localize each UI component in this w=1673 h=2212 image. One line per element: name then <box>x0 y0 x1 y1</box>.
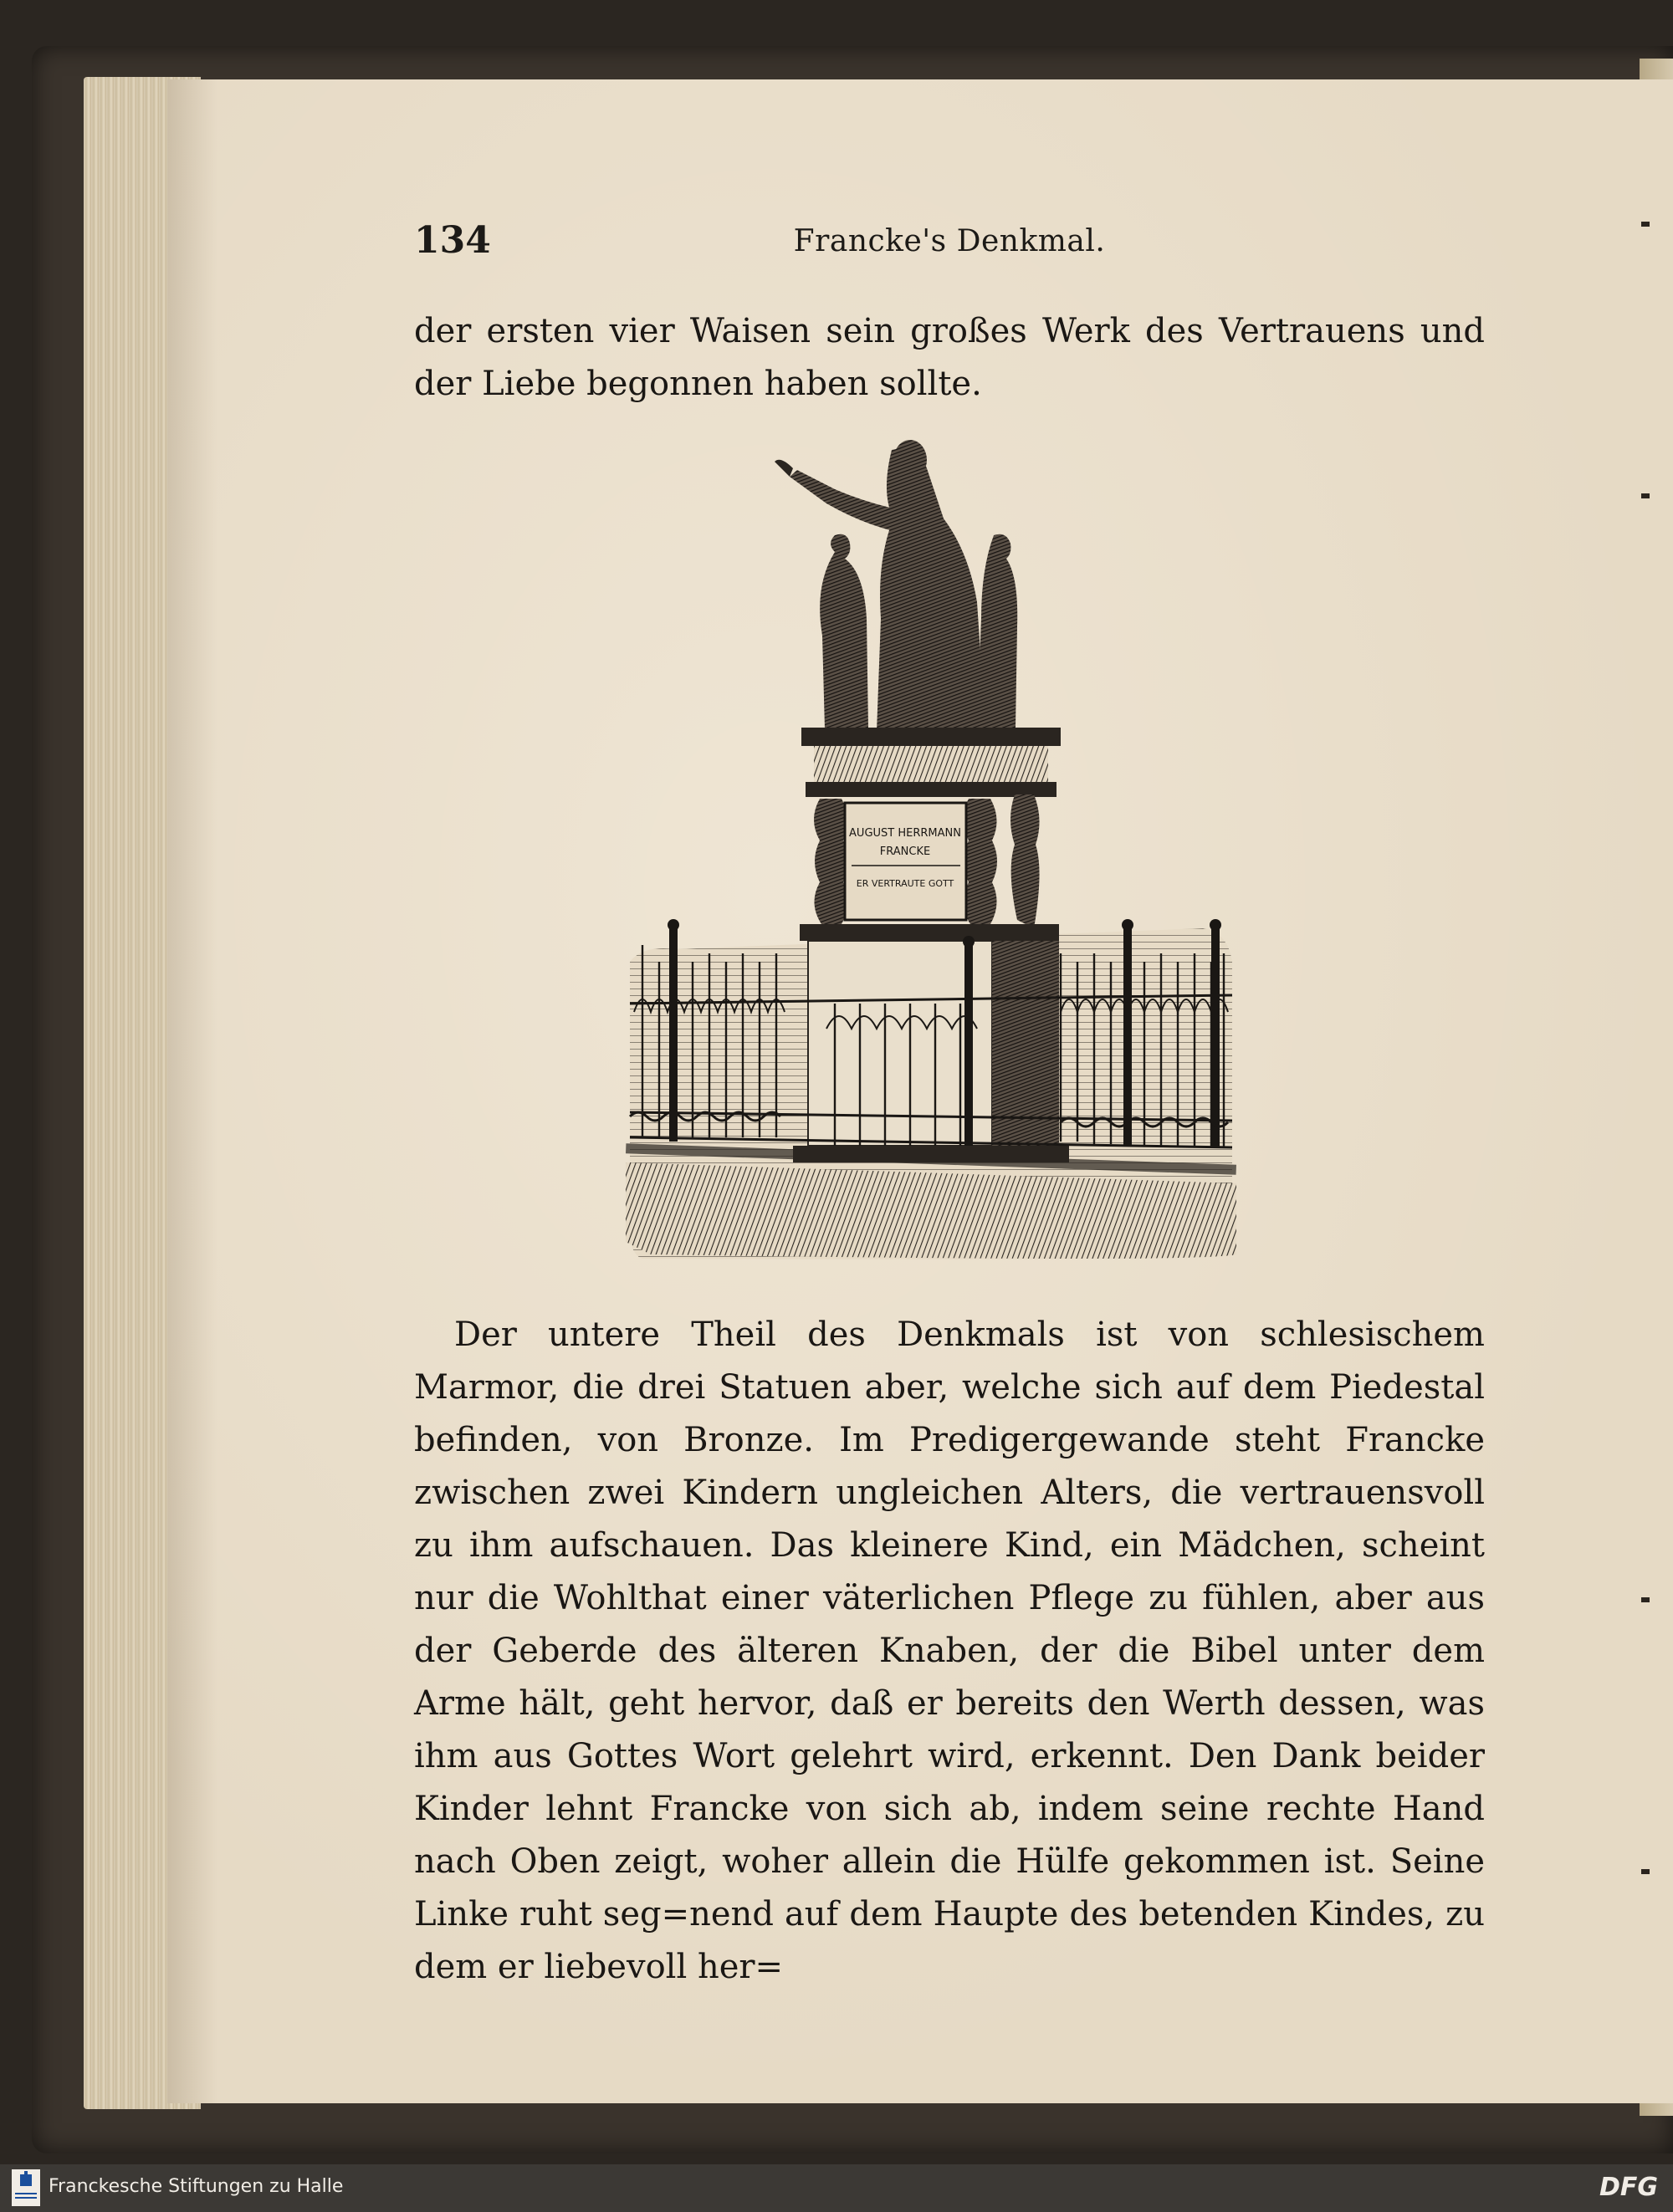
running-title: Francke's Denkmal. <box>793 224 1106 258</box>
pedestal-cap <box>801 728 1061 746</box>
inscription-panel <box>845 803 966 920</box>
edge-mark <box>1641 1869 1650 1874</box>
pedestal-foot <box>793 1146 1069 1162</box>
pedestal-plinth-top <box>800 924 1059 941</box>
edge-mark <box>1641 222 1650 227</box>
edge-mark <box>1641 1597 1650 1602</box>
paragraph-top: der ersten vier Waisen sein großes Werk des Vertrauens und der Liebe begonnen haben sollte. <box>414 312 1485 403</box>
footer-bar <box>0 2164 1673 2212</box>
inscription-line1: AUGUST HERRMANN <box>849 827 961 840</box>
dfg-logo: DFG <box>1599 2173 1658 2202</box>
edge-mark <box>1641 493 1650 498</box>
paragraph-main: Der untere Theil des Denkmals ist von schlesischem Marmor, die drei Statuen aber, welche sich auf dem Piedestal befinden, von Bronze. Im Predigergewande steht Francke zwischen zwei Kindern ungleichen Alters, die vertrauensvoll zu ihm aufschauen. Das kleinere Kind, ein Mädchen, scheint nur die Wohlthat einer väterlichen Pflege zu fühlen, aber aus der Geberde des älteren Knaben, der die Bibel unter dem Arme hält, geht hervor, daß er bereits den Werth dessen, was ihm aus Gottes Wort gelehrt wird, erkennt. Den Dank beider Kinder lehnt Francke von sich ab, indem seine rechte Hand nach Oben zeigt, woher allein die Hülfe gekommen ist. Seine Linke ruht seg=nend auf dem Haupte des betenden Kindes, zu dem er liebevoll her= <box>414 1315 1485 1986</box>
pedestal-lower-side <box>992 941 1059 1146</box>
inscription-line2: FRANCKE <box>879 845 931 858</box>
pedestal-upper <box>814 746 1048 784</box>
inscription-line3: ER VERTRAUTE GOTT <box>856 878 954 889</box>
monument-engraving <box>626 427 1236 1263</box>
page-header <box>414 219 1485 269</box>
footer-institution: Franckesche Stiftungen zu Halle <box>49 2176 344 2197</box>
statue-group <box>775 440 1017 732</box>
page-number: 134 <box>414 219 491 262</box>
foundation-logo-icon <box>12 2169 40 2206</box>
